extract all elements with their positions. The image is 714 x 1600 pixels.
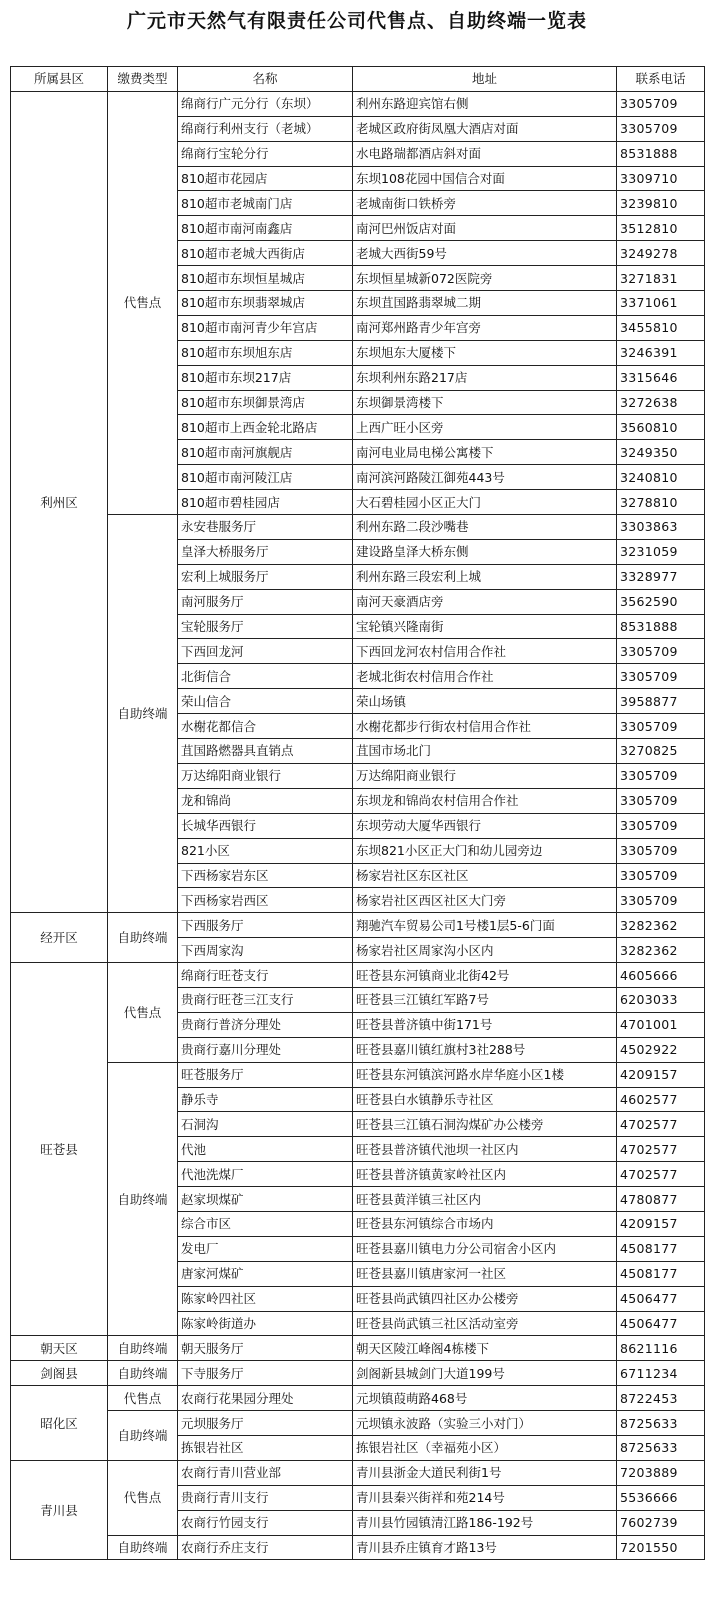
phone-cell: 4701001: [617, 1012, 705, 1037]
phone-cell: 4209157: [617, 1062, 705, 1087]
payment-type-cell: 代售点: [108, 91, 178, 514]
payment-type-cell: 自助终端: [108, 1535, 178, 1560]
address-cell: 朝天区陵江峰阁4栋楼下: [353, 1336, 617, 1361]
outlet-name-cell: 元坝服务厅: [178, 1411, 353, 1436]
phone-cell: 3305709: [617, 664, 705, 689]
phone-cell: 3305709: [617, 116, 705, 141]
address-cell: 利州东路三段宏利上城: [353, 564, 617, 589]
outlet-name-cell: 龙和锦尚: [178, 788, 353, 813]
address-cell: 荣山场镇: [353, 689, 617, 714]
outlet-name-cell: 贵商行旺苍三江支行: [178, 987, 353, 1012]
address-cell: 东坝108花园中国信合对面: [353, 166, 617, 191]
outlet-name-cell: 绵商行广元分行（东坝）: [178, 91, 353, 116]
phone-cell: 8725633: [617, 1435, 705, 1460]
address-cell: 青川县秦兴街祥和苑214号: [353, 1485, 617, 1510]
outlet-name-cell: 陈家岭街道办: [178, 1311, 353, 1336]
address-cell: 旺苍县东河镇综合市场内: [353, 1211, 617, 1236]
payment-type-cell: 代售点: [108, 1460, 178, 1535]
address-cell: 东坝劳动大厦华西银行: [353, 813, 617, 838]
outlet-name-cell: 拣银岩社区: [178, 1435, 353, 1460]
outlet-name-cell: 万达绵阳商业银行: [178, 763, 353, 788]
address-cell: 大石碧桂园小区正大门: [353, 490, 617, 515]
district-cell: 剑阁县: [11, 1361, 108, 1386]
phone-cell: 3239810: [617, 191, 705, 216]
phone-cell: 3271831: [617, 266, 705, 291]
payment-type-cell: 自助终端: [108, 1411, 178, 1461]
header-name: 名称: [178, 67, 353, 92]
address-cell: 杨家岩社区周家沟小区内: [353, 938, 617, 963]
address-cell: 南河电业局电梯公寓楼下: [353, 440, 617, 465]
outlet-name-cell: 贵商行嘉川分理处: [178, 1037, 353, 1062]
outlet-name-cell: 810超市南河旗舰店: [178, 440, 353, 465]
table-row: [11, 1411, 705, 1436]
outlet-name-cell: 绵商行宝轮分行: [178, 141, 353, 166]
address-cell: 剑阁新县城剑门大道199号: [353, 1361, 617, 1386]
phone-cell: 3231059: [617, 539, 705, 564]
outlet-name-cell: 苴国路燃器具直销点: [178, 739, 353, 764]
address-cell: 旺苍县尚武镇三社区活动室旁: [353, 1311, 617, 1336]
phone-cell: 4506477: [617, 1311, 705, 1336]
phone-cell: 3562590: [617, 589, 705, 614]
phone-cell: 4702577: [617, 1112, 705, 1137]
address-cell: 南河郑州路青少年宫旁: [353, 315, 617, 340]
phone-cell: 3455810: [617, 315, 705, 340]
phone-cell: 3249350: [617, 440, 705, 465]
address-cell: 青川县乔庄镇育才路13号: [353, 1535, 617, 1560]
district-cell: 经开区: [11, 913, 108, 963]
outlet-name-cell: 810超市东坝恒星城店: [178, 266, 353, 291]
outlet-name-cell: 朝天服务厅: [178, 1336, 353, 1361]
phone-cell: 3272638: [617, 390, 705, 415]
address-cell: 水电路瑞都酒店斜对面: [353, 141, 617, 166]
phone-cell: 4602577: [617, 1087, 705, 1112]
outlet-name-cell: 贵商行青川支行: [178, 1485, 353, 1510]
address-cell: 东坝恒星城新072医院旁: [353, 266, 617, 291]
district-cell: 青川县: [11, 1460, 108, 1560]
address-cell: 南河天豪酒店旁: [353, 589, 617, 614]
payment-type-cell: 自助终端: [108, 1336, 178, 1361]
address-cell: 东坝苴国路翡翠城二期: [353, 291, 617, 316]
table-row: [11, 515, 705, 540]
outlet-name-cell: 下寺服务厅: [178, 1361, 353, 1386]
header-address: 地址: [353, 67, 617, 92]
phone-cell: 5536666: [617, 1485, 705, 1510]
outlet-name-cell: 代池: [178, 1137, 353, 1162]
phone-cell: 8531888: [617, 614, 705, 639]
address-cell: 上西广旺小区旁: [353, 415, 617, 440]
outlet-name-cell: 下西周家沟: [178, 938, 353, 963]
phone-cell: 3512810: [617, 216, 705, 241]
outlet-name-cell: 荣山信合: [178, 689, 353, 714]
outlet-name-cell: 北街信合: [178, 664, 353, 689]
outlet-name-cell: 综合市区: [178, 1211, 353, 1236]
phone-cell: 4702577: [617, 1162, 705, 1187]
address-cell: 东坝龙和锦尚农村信用合作社: [353, 788, 617, 813]
address-cell: 拣银岩社区（幸福苑小区）: [353, 1435, 617, 1460]
district-cell: 旺苍县: [11, 963, 108, 1336]
outlet-name-cell: 长城华西银行: [178, 813, 353, 838]
table-row: [11, 91, 705, 116]
outlet-name-cell: 810超市南河陵江店: [178, 465, 353, 490]
phone-cell: 8725633: [617, 1411, 705, 1436]
address-cell: 利州东路迎宾馆右侧: [353, 91, 617, 116]
outlet-name-cell: 810超市老城南门店: [178, 191, 353, 216]
phone-cell: 6203033: [617, 987, 705, 1012]
phone-cell: 3328977: [617, 564, 705, 589]
phone-cell: 4209157: [617, 1211, 705, 1236]
header-phone: 联系电话: [617, 67, 705, 92]
address-cell: 旺苍县嘉川镇电力分公司宿舍小区内: [353, 1236, 617, 1261]
phone-cell: 3270825: [617, 739, 705, 764]
phone-cell: 7602739: [617, 1510, 705, 1535]
phone-cell: 8722453: [617, 1386, 705, 1411]
address-cell: 利州东路二段沙嘴巷: [353, 515, 617, 540]
address-cell: 旺苍县尚武镇四社区办公楼旁: [353, 1286, 617, 1311]
payment-type-cell: 自助终端: [108, 1062, 178, 1336]
phone-cell: 3246391: [617, 340, 705, 365]
outlet-name-cell: 810超市东坝217店: [178, 365, 353, 390]
payment-type-cell: 代售点: [108, 1386, 178, 1411]
address-cell: 下西回龙河农村信用合作社: [353, 639, 617, 664]
outlet-name-cell: 810超市老城大西街店: [178, 241, 353, 266]
phone-cell: 4780877: [617, 1187, 705, 1212]
phone-cell: 3249278: [617, 241, 705, 266]
table-row: [11, 1386, 705, 1411]
phone-cell: 3560810: [617, 415, 705, 440]
address-cell: 东坝旭东大厦楼下: [353, 340, 617, 365]
outlet-name-cell: 下西杨家岩东区: [178, 863, 353, 888]
outlet-name-cell: 皇泽大桥服务厅: [178, 539, 353, 564]
address-cell: 老城大西街59号: [353, 241, 617, 266]
phone-cell: 6711234: [617, 1361, 705, 1386]
address-cell: 南河巴州饭店对面: [353, 216, 617, 241]
district-cell: 利州区: [11, 91, 108, 912]
payment-type-cell: 自助终端: [108, 913, 178, 963]
outlet-name-cell: 宝轮服务厅: [178, 614, 353, 639]
phone-cell: 3305709: [617, 863, 705, 888]
outlet-name-cell: 陈家岭四社区: [178, 1286, 353, 1311]
address-cell: 东坝御景湾楼下: [353, 390, 617, 415]
phone-cell: 3305709: [617, 763, 705, 788]
outlet-name-cell: 下西服务厅: [178, 913, 353, 938]
outlet-name-cell: 810超市南河南鑫店: [178, 216, 353, 241]
phone-cell: 3305709: [617, 788, 705, 813]
address-cell: 翔驰汽车贸易公司1号楼1层5-6门面: [353, 913, 617, 938]
outlet-name-cell: 810超市东坝御景湾店: [178, 390, 353, 415]
outlet-name-cell: 绵商行利州支行（老城）: [178, 116, 353, 141]
table-row: [11, 1062, 705, 1087]
outlet-name-cell: 永安巷服务厅: [178, 515, 353, 540]
address-cell: 水榭花都步行街农村信用合作社: [353, 714, 617, 739]
address-cell: 元坝镇葭萌路468号: [353, 1386, 617, 1411]
outlet-table: [10, 66, 705, 1560]
phone-cell: 3305709: [617, 813, 705, 838]
address-cell: 青川县浙金大道民利街1号: [353, 1460, 617, 1485]
outlet-name-cell: 810超市花园店: [178, 166, 353, 191]
address-cell: 宝轮镇兴隆南街: [353, 614, 617, 639]
outlet-name-cell: 810超市南河青少年宫店: [178, 315, 353, 340]
outlet-name-cell: 南河服务厅: [178, 589, 353, 614]
address-cell: 旺苍县普济镇黄家岭社区内: [353, 1162, 617, 1187]
header-payment-type: 缴费类型: [108, 67, 178, 92]
outlet-name-cell: 农商行竹园支行: [178, 1510, 353, 1535]
payment-type-cell: 自助终端: [108, 1361, 178, 1386]
phone-cell: 3309710: [617, 166, 705, 191]
outlet-name-cell: 810超市东坝翡翠城店: [178, 291, 353, 316]
address-cell: 老城南街口铁桥旁: [353, 191, 617, 216]
outlet-name-cell: 赵家坝煤矿: [178, 1187, 353, 1212]
phone-cell: 3305709: [617, 639, 705, 664]
district-cell: 昭化区: [11, 1386, 108, 1461]
address-cell: 元坝镇永波路（实验三小对门）: [353, 1411, 617, 1436]
address-cell: 旺苍县三江镇红军路7号: [353, 987, 617, 1012]
table-row: [11, 1361, 705, 1386]
address-cell: 老城北街农村信用合作社: [353, 664, 617, 689]
district-cell: 朝天区: [11, 1336, 108, 1361]
phone-cell: 4508177: [617, 1261, 705, 1286]
outlet-name-cell: 绵商行旺苍支行: [178, 963, 353, 988]
table-row: [11, 1460, 705, 1485]
address-cell: 青川县竹园镇清江路186-192号: [353, 1510, 617, 1535]
phone-cell: 3371061: [617, 291, 705, 316]
phone-cell: 3305709: [617, 838, 705, 863]
address-cell: 老城区政府街凤凰大酒店对面: [353, 116, 617, 141]
phone-cell: 3305709: [617, 888, 705, 913]
address-cell: 旺苍县普济镇代池坝一社区内: [353, 1137, 617, 1162]
address-cell: 苴国市场北门: [353, 739, 617, 764]
outlet-name-cell: 石洞沟: [178, 1112, 353, 1137]
address-cell: 旺苍县东河镇滨河路水岸华庭小区1楼: [353, 1062, 617, 1087]
phone-cell: 3240810: [617, 465, 705, 490]
address-cell: 建设路皇泽大桥东侧: [353, 539, 617, 564]
outlet-name-cell: 810超市碧桂园店: [178, 490, 353, 515]
outlet-name-cell: 下西杨家岩西区: [178, 888, 353, 913]
address-cell: 东坝利州东路217店: [353, 365, 617, 390]
outlet-name-cell: 810超市上西金轮北路店: [178, 415, 353, 440]
payment-type-cell: 自助终端: [108, 515, 178, 913]
outlet-name-cell: 810超市东坝旭东店: [178, 340, 353, 365]
phone-cell: 4502922: [617, 1037, 705, 1062]
address-cell: 旺苍县三江镇石洞沟煤矿办公楼旁: [353, 1112, 617, 1137]
address-cell: 旺苍县嘉川镇红旗村3社288号: [353, 1037, 617, 1062]
address-cell: 旺苍县黄洋镇三社区内: [353, 1187, 617, 1212]
payment-type-cell: 代售点: [108, 963, 178, 1063]
address-cell: 旺苍县普济镇中街171号: [353, 1012, 617, 1037]
address-cell: 万达绵阳商业银行: [353, 763, 617, 788]
phone-cell: 3278810: [617, 490, 705, 515]
phone-cell: 4605666: [617, 963, 705, 988]
outlet-name-cell: 农商行青川营业部: [178, 1460, 353, 1485]
table-body: [11, 91, 705, 1560]
phone-cell: 3303863: [617, 515, 705, 540]
address-cell: 旺苍县嘉川镇唐家河一社区: [353, 1261, 617, 1286]
table-row: [11, 1535, 705, 1560]
table-header-row: [11, 67, 705, 92]
phone-cell: 7203889: [617, 1460, 705, 1485]
outlet-name-cell: 旺苍服务厅: [178, 1062, 353, 1087]
table-row: [11, 913, 705, 938]
address-cell: 东坝821小区正大门和幼儿园旁边: [353, 838, 617, 863]
address-cell: 旺苍县东河镇商业北街42号: [353, 963, 617, 988]
table-row: [11, 963, 705, 988]
outlet-name-cell: 821小区: [178, 838, 353, 863]
outlet-name-cell: 代池洗煤厂: [178, 1162, 353, 1187]
outlet-name-cell: 唐家河煤矿: [178, 1261, 353, 1286]
page-title: 广元市天然气有限责任公司代售点、自助终端一览表: [126, 10, 587, 32]
phone-cell: 8621116: [617, 1336, 705, 1361]
phone-cell: 8531888: [617, 141, 705, 166]
phone-cell: 4702577: [617, 1137, 705, 1162]
header-district: 所属县区: [11, 67, 108, 92]
address-cell: 杨家岩社区东区社区: [353, 863, 617, 888]
outlet-name-cell: 贵商行普济分理处: [178, 1012, 353, 1037]
outlet-name-cell: 下西回龙河: [178, 639, 353, 664]
phone-cell: 3315646: [617, 365, 705, 390]
phone-cell: 3282362: [617, 913, 705, 938]
address-cell: 南河滨河路陵江御苑443号: [353, 465, 617, 490]
address-cell: 杨家岩社区西区社区大门旁: [353, 888, 617, 913]
outlet-name-cell: 宏利上城服务厅: [178, 564, 353, 589]
outlet-name-cell: 发电厂: [178, 1236, 353, 1261]
address-cell: 旺苍县白水镇静乐寺社区: [353, 1087, 617, 1112]
phone-cell: 3305709: [617, 714, 705, 739]
phone-cell: 3305709: [617, 91, 705, 116]
phone-cell: 3958877: [617, 689, 705, 714]
outlet-name-cell: 水榭花都信合: [178, 714, 353, 739]
table-row: [11, 1336, 705, 1361]
phone-cell: 7201550: [617, 1535, 705, 1560]
phone-cell: 3282362: [617, 938, 705, 963]
outlet-name-cell: 农商行花果园分理处: [178, 1386, 353, 1411]
outlet-name-cell: 农商行乔庄支行: [178, 1535, 353, 1560]
outlet-name-cell: 静乐寺: [178, 1087, 353, 1112]
phone-cell: 4508177: [617, 1236, 705, 1261]
phone-cell: 4506477: [617, 1286, 705, 1311]
